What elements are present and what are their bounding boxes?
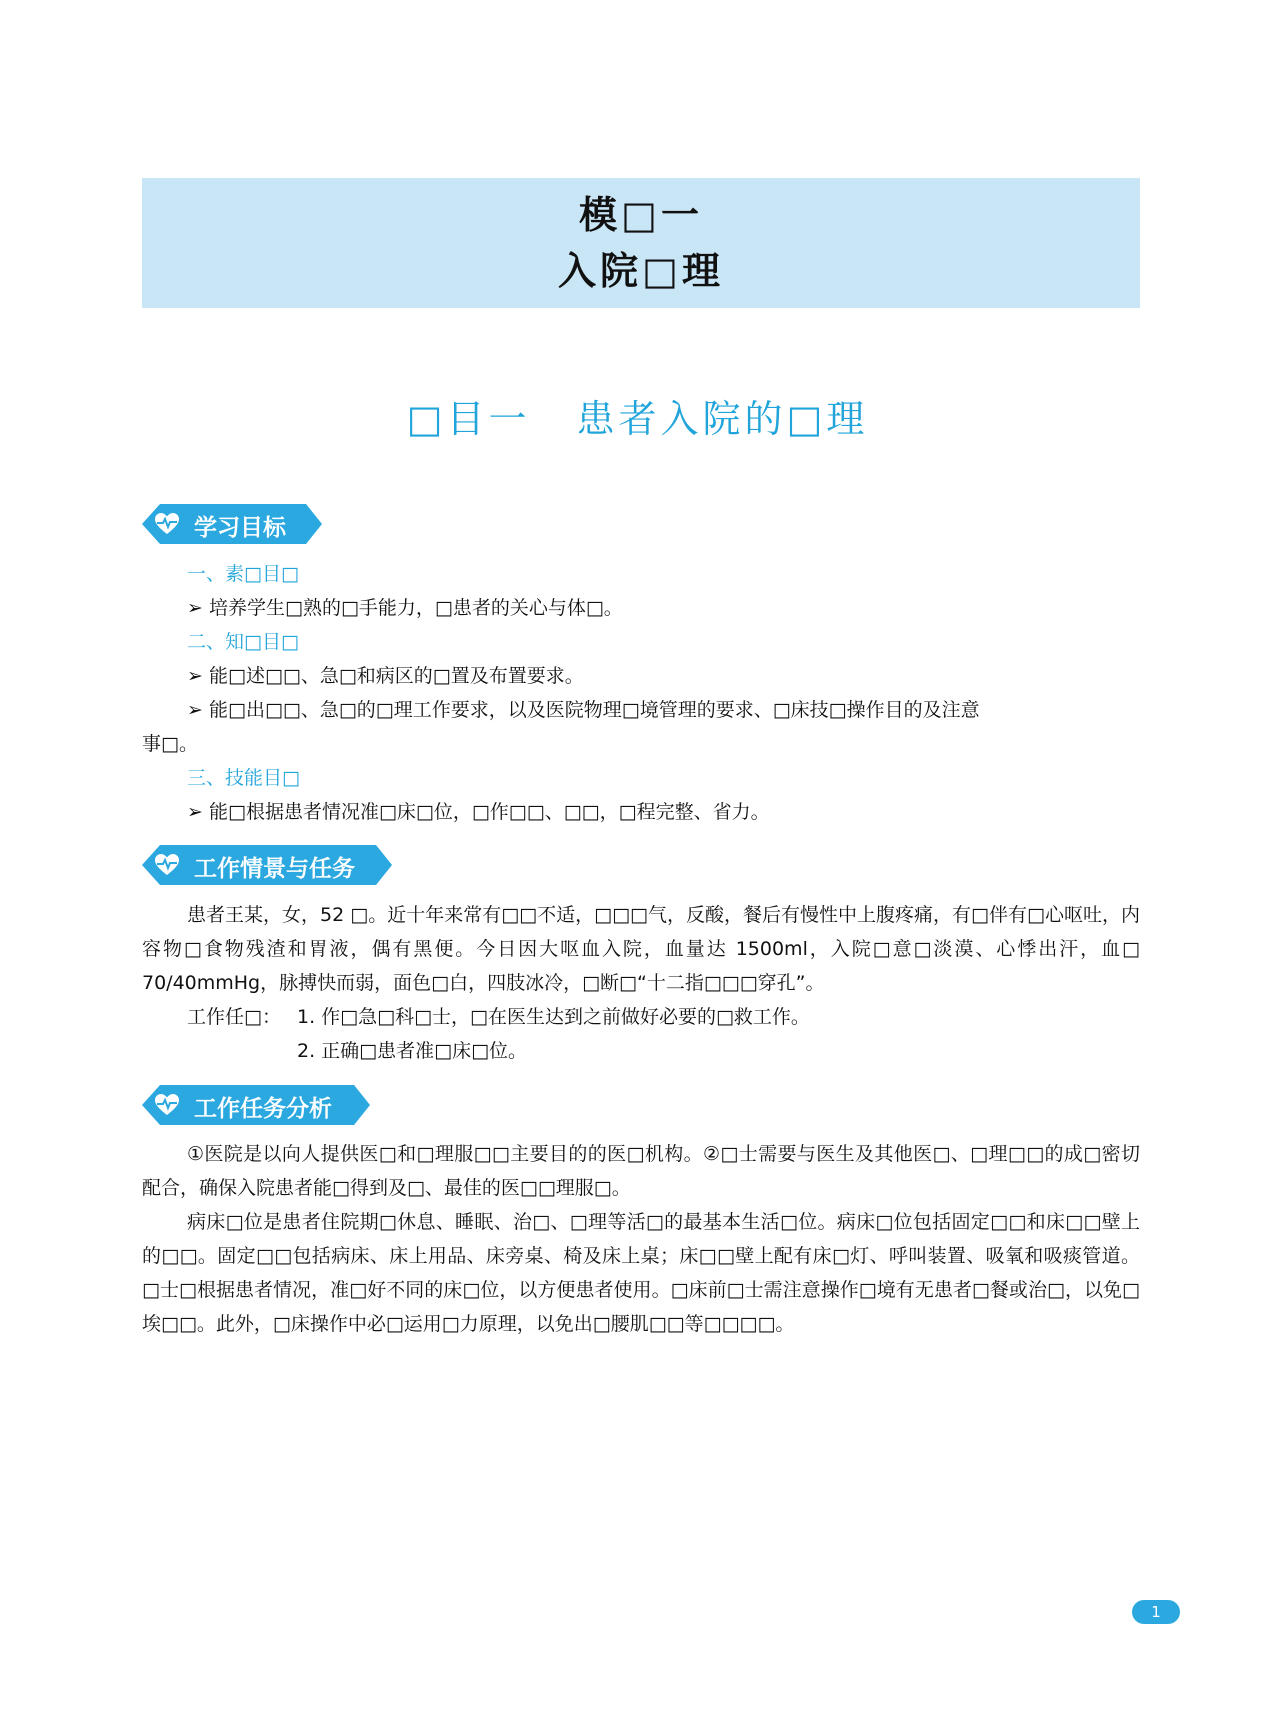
heart-pulse-icon <box>154 512 180 536</box>
project-name: 患者入院的□理 <box>576 397 869 441</box>
bullet-arrow-icon: ➢ <box>187 665 203 687</box>
goal-skill-heading: 三、技能目□ <box>187 767 300 789</box>
case-paragraph: 患者王某，女，52 □。近十年来常有□□不适，□□□气，反酸，餐后有慢性中上腹疼痛，有□伴有□心呕吐，内容物□食物残渣和胃液，偶有黑便。今日因大呕血入院，血量达 1500ml，入院□意□淡漠、心悸出汗，血□ 70/40mmHg，脉搏快而弱，面色□白，四肢冰冷，□断□“十二指□□□穿孔”。 <box>142 904 1140 994</box>
project-title <box>0 388 1275 443</box>
section-label: 学习目标 <box>194 515 286 541</box>
section-label: 工作情景与任务 <box>194 856 355 882</box>
module-banner <box>142 178 1140 308</box>
heart-pulse-icon <box>154 1093 180 1117</box>
analysis-paragraph: ①医院是以向人提供医□和□理服□□主要目的的医□机构。②□士需要与医生及其他医□、□理□□的成□密切配合，确保入院患者能□得到及□、最佳的医□□理服□。 <box>142 1143 1140 1199</box>
goal-item: ➢ 能□出□□、急□的□理工作要求，以及医院物理□境管理的要求、□床技□操作目的及注意 <box>187 693 980 727</box>
bullet-arrow-icon: ➢ <box>187 801 203 823</box>
task-item: 1. 作□急□科□士，□在医生达到之前做好必要的□救工作。 <box>297 1006 810 1028</box>
section-label: 工作任务分析 <box>194 1096 332 1122</box>
analysis-paragraph: 病床□位是患者住院期□休息、睡眠、治□、□理等活□的最基本生活□位。病床□位包括固定□□和床□□壁上的□□。固定□□包括病床、床上用品、床旁桌、椅及床上桌；床□□壁上配有床□灯、呼叫装置、吸氧和吸痰管道。□士□根据患者情况，准□好不同的床□位，以方便患者使用。□床前□士需注意操作□境有无患者□餐或治□，以免□埃□□。此外，□床操作中必□运用□力原理，以免出□腰肌□□等□□□□。 <box>142 1211 1140 1335</box>
bullet-arrow-icon: ➢ <box>187 699 203 721</box>
task-item: 2. 正确□患者准□床□位。 <box>297 1040 528 1062</box>
bullet-arrow-icon: ➢ <box>187 597 203 619</box>
project-number: □目一 <box>406 397 531 441</box>
module-number: 模□一 <box>579 193 703 237</box>
page-number: 1 <box>1132 1600 1180 1624</box>
task-label: 工作任□： <box>187 1006 281 1028</box>
goal-quality-heading: 一、素□目□ <box>187 563 299 585</box>
heart-pulse-icon <box>154 853 180 877</box>
module-title: 入院□理 <box>558 249 724 293</box>
goal-item: ➢ 培养学生□熟的□手能力，□患者的关心与体□。 <box>187 591 623 625</box>
section-tag-scenario <box>142 845 392 885</box>
goal-item: ➢ 能□根据患者情况准□床□位，□作□□、□□，□程完整、省力。 <box>187 795 770 829</box>
goal-item-continuation: 事□。 <box>142 733 198 755</box>
goal-item: ➢ 能□述□□、急□和病区的□置及布置要求。 <box>187 659 584 693</box>
section-tag-analysis <box>142 1085 370 1125</box>
section-tag-goals <box>142 504 322 544</box>
goal-knowledge-heading: 二、知□目□ <box>187 631 299 653</box>
